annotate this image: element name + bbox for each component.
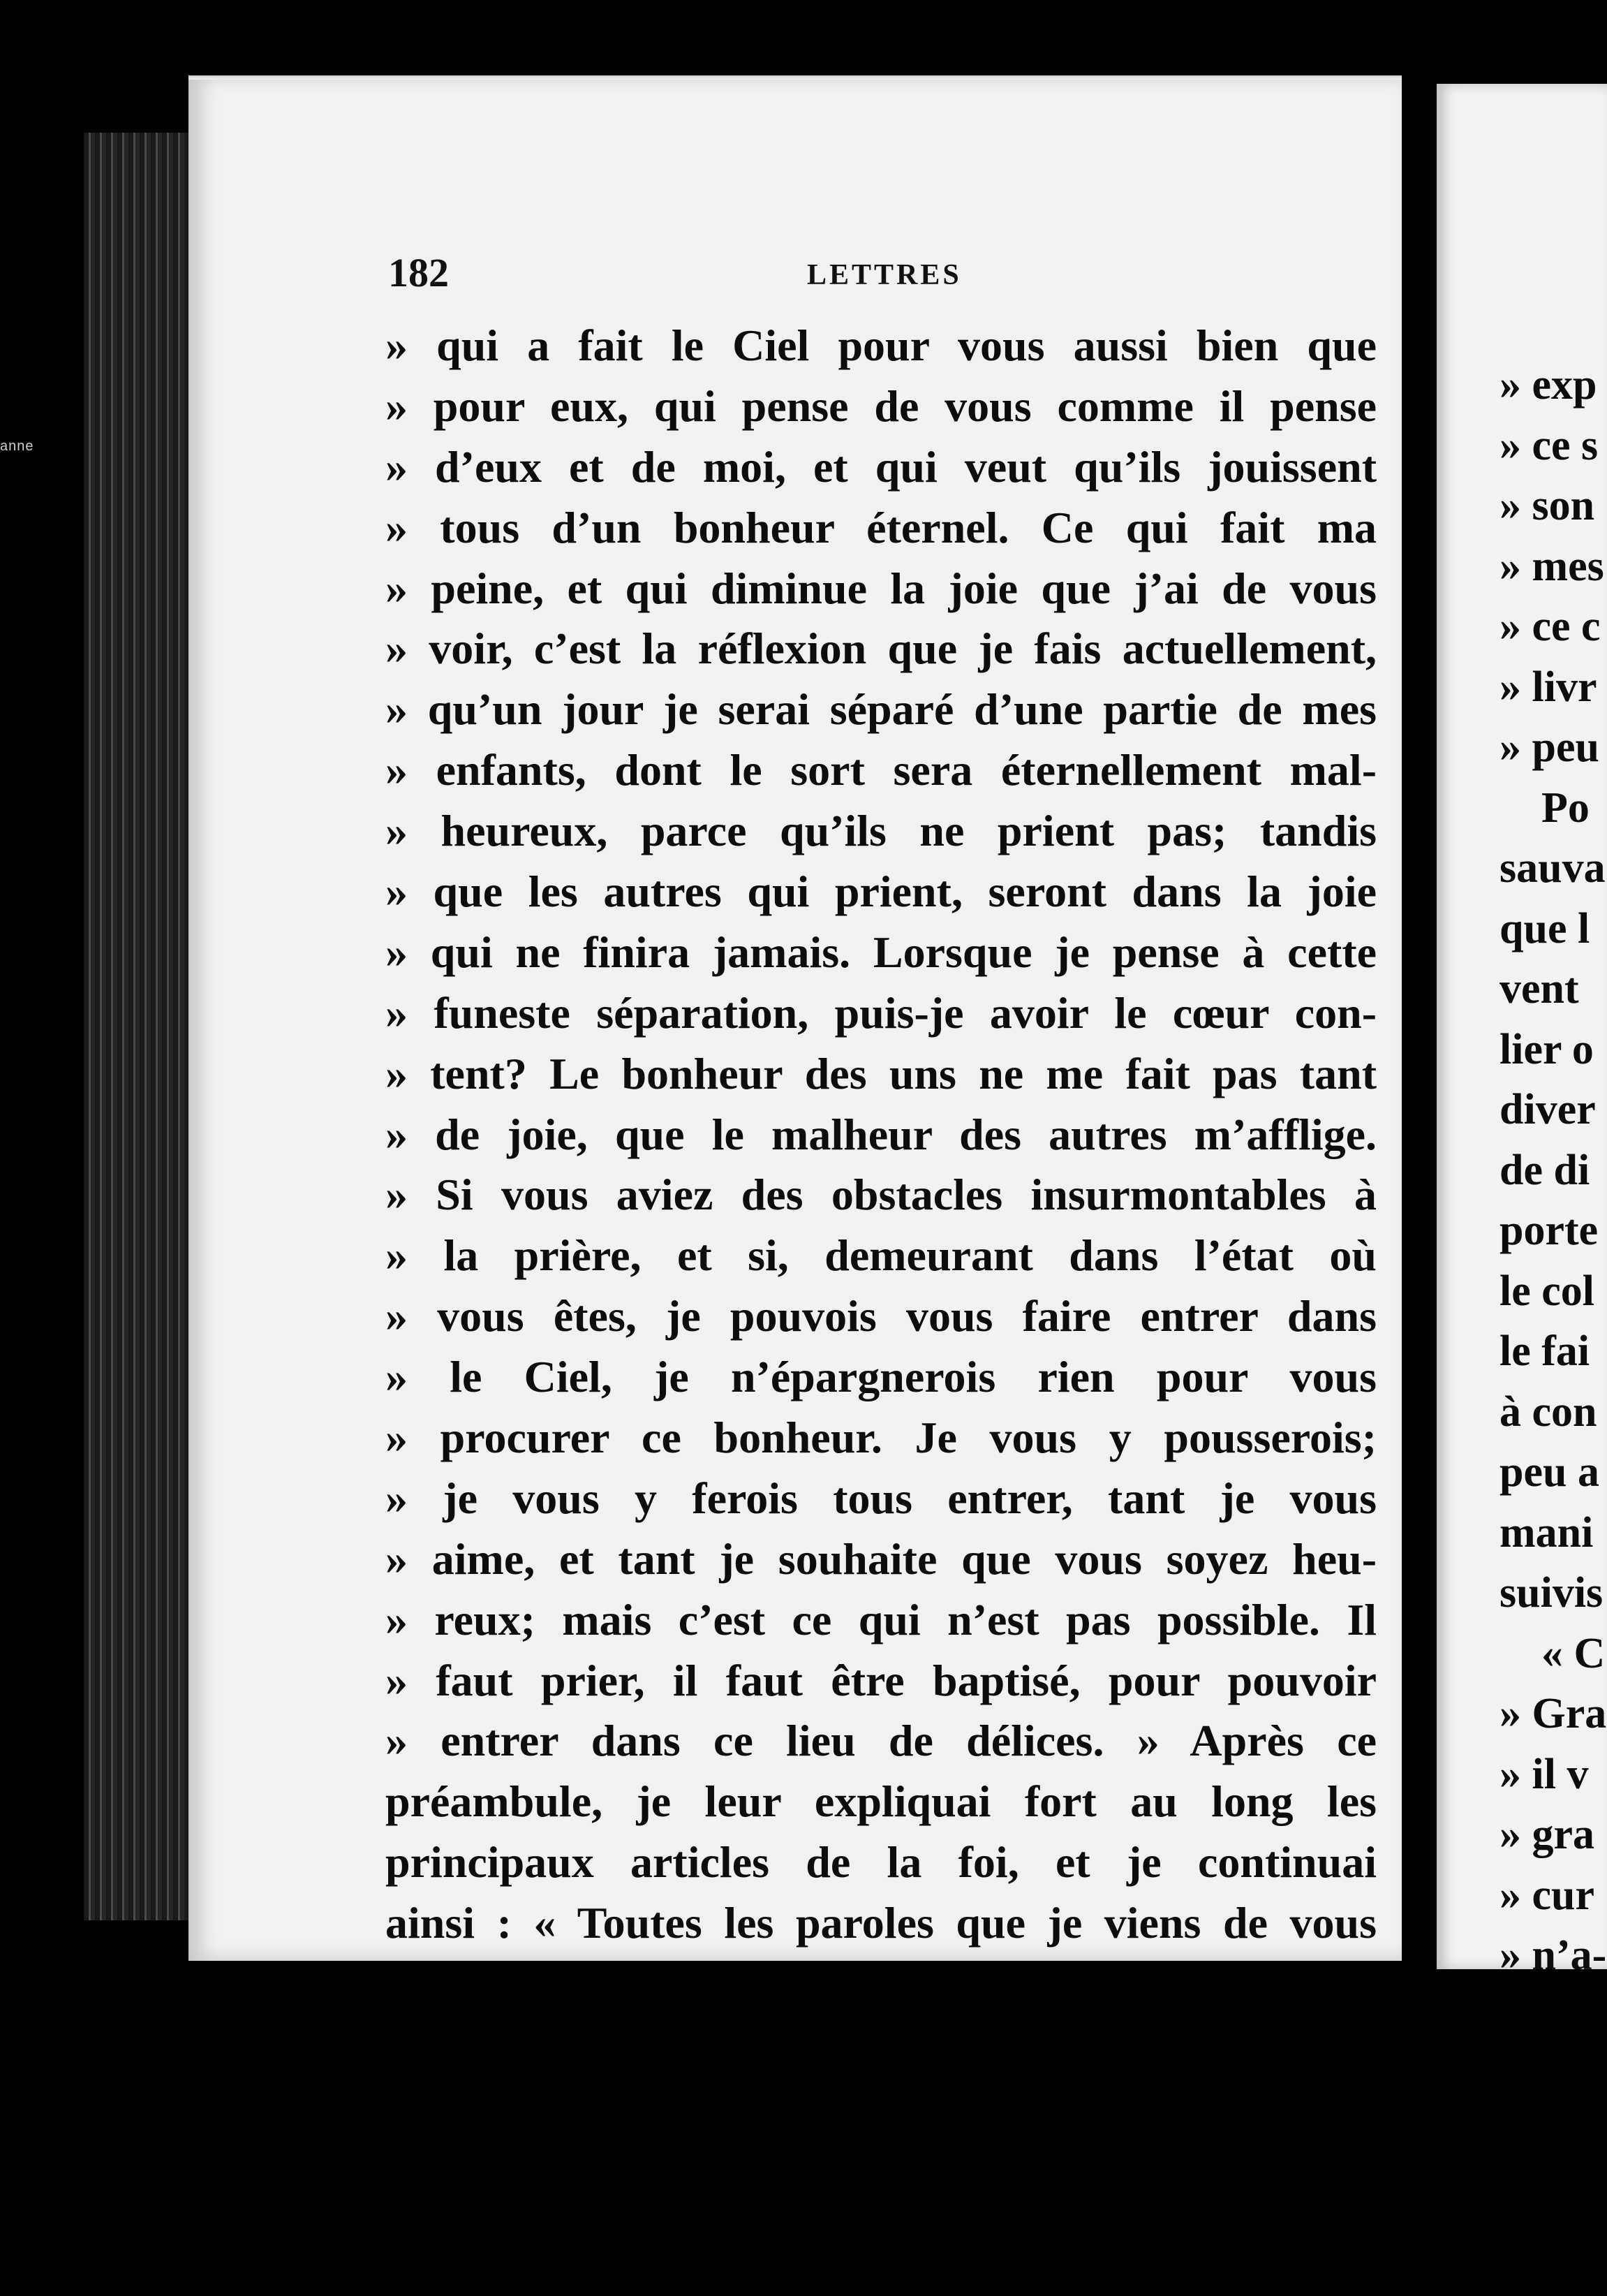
- right-line: sauva: [1499, 844, 1606, 892]
- right-line: le col: [1499, 1267, 1594, 1315]
- right-line: à con: [1499, 1388, 1597, 1436]
- text-line: » Si vous aviez des obstacles insurmontables à: [385, 1170, 1377, 1220]
- right-line: » n’a-: [1499, 1931, 1607, 1969]
- text-line: préambule, je leur expliquai fort au long les: [385, 1776, 1377, 1827]
- text-line: » aime, et tant je souhaite que vous soyez heu-: [385, 1533, 1377, 1584]
- text-line: » de joie, que le malheur des autres m’afflige.: [385, 1109, 1377, 1159]
- right-line: porte: [1499, 1207, 1599, 1254]
- book-gutter: [1402, 84, 1437, 1983]
- right-line: lier o: [1499, 1025, 1594, 1073]
- text-line: » heureux, parce qu’ils ne prient pas; tandis: [385, 806, 1377, 856]
- running-head: [388, 249, 1372, 297]
- text-line: » vous êtes, je pouvois vous faire entrer dans: [385, 1291, 1377, 1341]
- text-line: » que les autres qui prient, seront dans la joie: [385, 867, 1377, 917]
- text-line: » la prière, et si, demeurant dans l’état où: [385, 1230, 1377, 1281]
- text-line: » enfants, dont le sort sera éternellement mal-: [385, 745, 1377, 795]
- right-line: » Gra: [1499, 1690, 1607, 1737]
- paper-mark: [771, 2137, 785, 2179]
- right-line: » exp: [1499, 361, 1597, 409]
- page-number: 182: [388, 250, 449, 295]
- text-line: » voir, c’est la réflexion que je fais actuellement,: [385, 624, 1377, 674]
- text-line: » faut prier, il faut être baptisé, pour pouvoir: [385, 1655, 1377, 1705]
- right-line: » livr: [1499, 663, 1597, 711]
- right-line: suivis: [1499, 1569, 1604, 1617]
- right-line: » il v: [1499, 1750, 1589, 1798]
- right-page-text: [1499, 355, 1607, 1969]
- header-title: LETTRES: [807, 259, 962, 291]
- right-line: vent: [1499, 965, 1579, 1013]
- edge-mark: anne: [0, 439, 34, 454]
- text-line: » le Ciel, je n’épargnerois rien pour vous: [385, 1352, 1377, 1402]
- right-line: mani: [1499, 1508, 1594, 1557]
- right-line: » ce s: [1499, 421, 1599, 469]
- right-line: » ce c: [1499, 603, 1601, 650]
- right-line: » mes: [1499, 542, 1604, 590]
- body-text: [385, 316, 1377, 1954]
- text-line: principaux articles de la foi, et je continuai: [385, 1837, 1377, 1887]
- text-line: » pour eux, qui pense de vous comme il pense: [385, 381, 1377, 431]
- right-page: [1437, 84, 1607, 1969]
- text-line: » d’eux et de moi, et qui veut qu’ils jouissent: [385, 441, 1377, 492]
- text-line: » qui ne finira jamais. Lorsque je pense à cette: [385, 927, 1377, 977]
- text-line: » entrer dans ce lieu de délices. » Après ce: [385, 1716, 1377, 1766]
- text-line: » je vous y ferois tous entrer, tant je vous: [385, 1473, 1377, 1523]
- right-line: peu a: [1499, 1448, 1599, 1496]
- text-line: » reux; mais c’est ce qui n’est pas possible. Il: [385, 1594, 1377, 1644]
- right-line: » son: [1499, 482, 1595, 529]
- right-line: Po: [1541, 783, 1590, 832]
- right-line: que l: [1499, 904, 1590, 952]
- text-line: » peine, et qui diminue la joie que j’ai de vous: [385, 563, 1377, 613]
- text-line: ainsi : « Toutes les paroles que je viens de vous: [385, 1898, 1377, 1948]
- right-line: « C: [1541, 1629, 1606, 1677]
- text-line: » qui a fait le Ciel pour vous aussi bien que: [385, 321, 1377, 370]
- right-line: le fai: [1499, 1327, 1590, 1375]
- page-edges: [84, 133, 195, 1920]
- text-line: » procurer ce bonheur. Je vous y pousserois;: [385, 1413, 1377, 1463]
- text-line: » qu’un jour je serai séparé d’une partie de mes: [385, 684, 1377, 735]
- right-line: de di: [1499, 1146, 1590, 1194]
- right-line: » gra: [1499, 1811, 1595, 1858]
- right-line: » peu: [1499, 723, 1599, 771]
- right-line: » cur: [1499, 1871, 1595, 1919]
- text-line: » funeste séparation, puis-je avoir le cœur con-: [385, 987, 1377, 1038]
- right-line: diver: [1499, 1086, 1596, 1133]
- text-line: » tent? Le bonheur des uns ne me fait pas tant: [385, 1048, 1377, 1098]
- text-line: » tous d’un bonheur éternel. Ce qui fait ma: [385, 502, 1377, 552]
